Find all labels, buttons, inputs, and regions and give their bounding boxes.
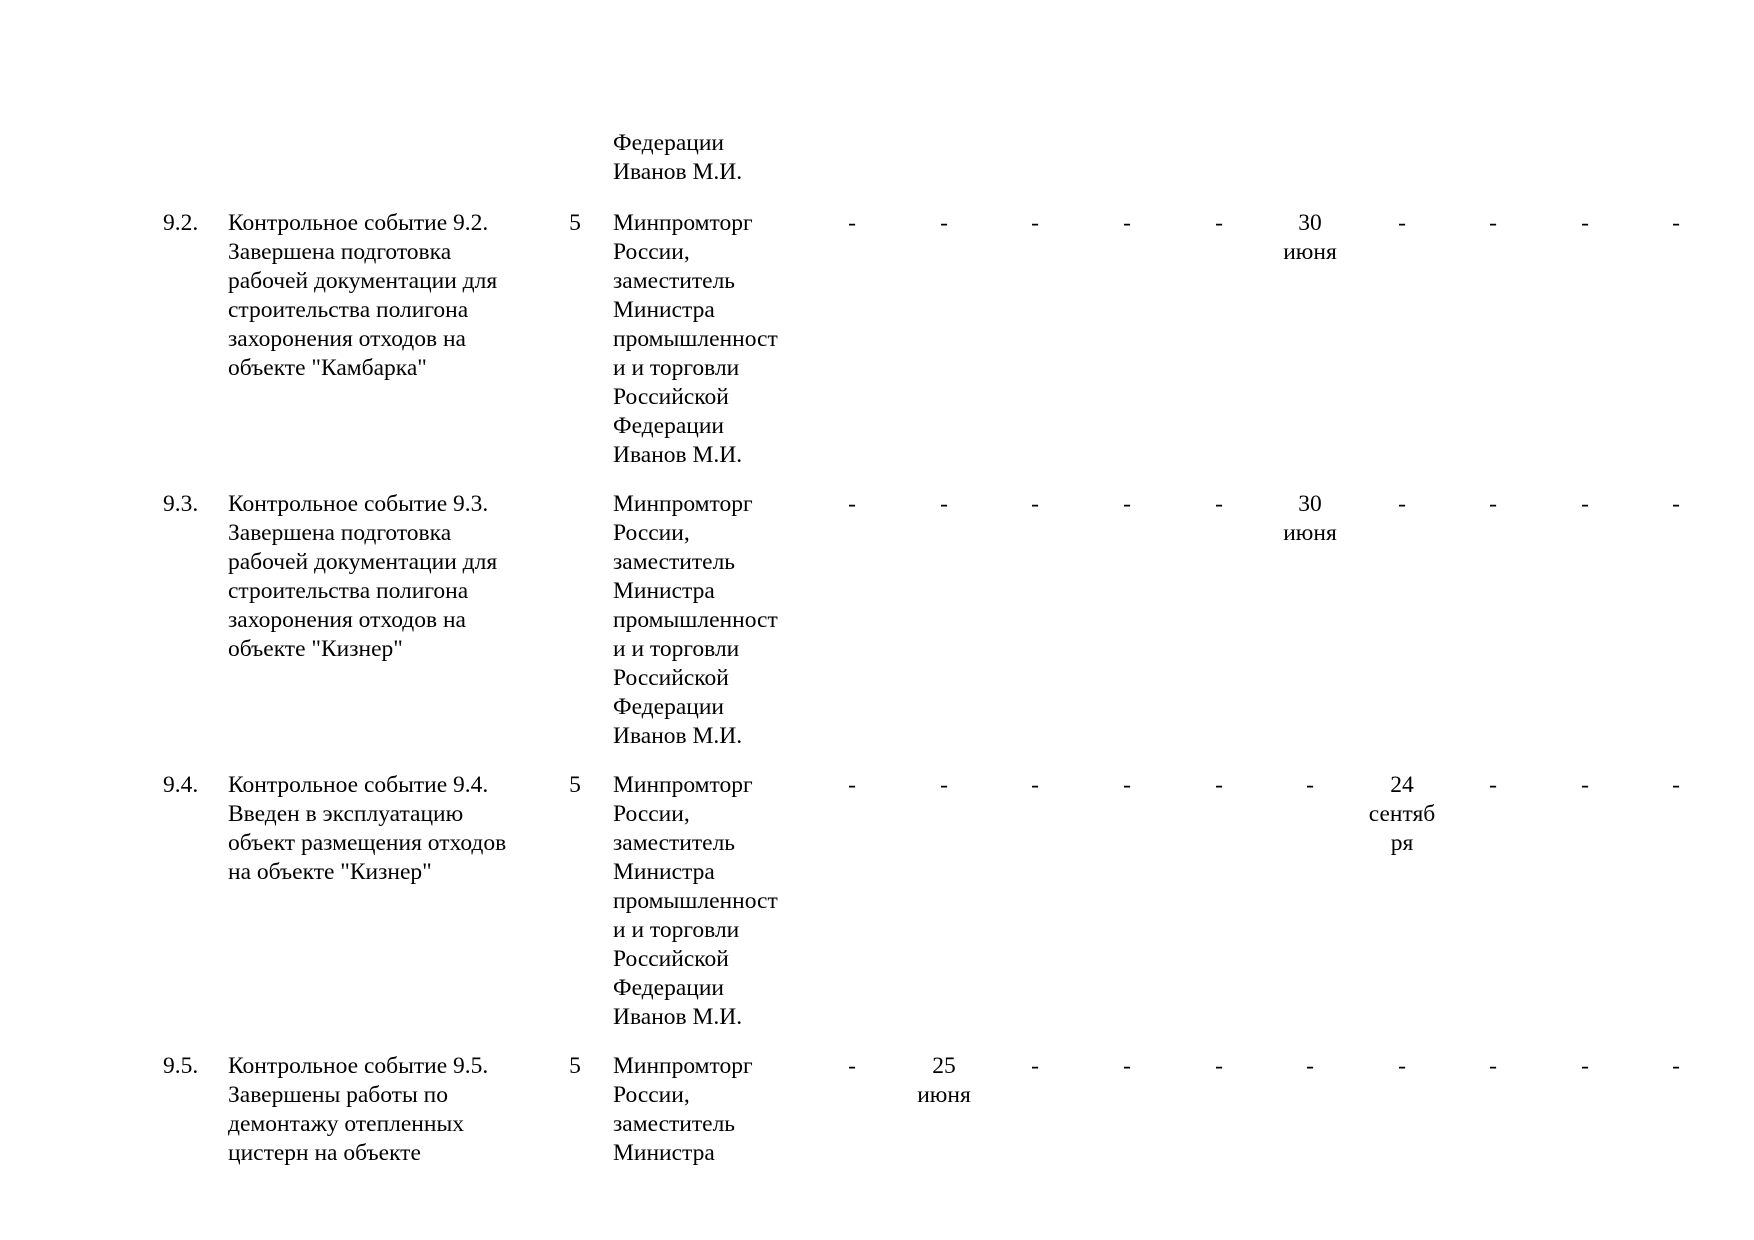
period-cell: - bbox=[1489, 1053, 1497, 1079]
period-cell: - bbox=[848, 210, 856, 236]
period-cell: - bbox=[1215, 1053, 1223, 1079]
period-cell: - bbox=[1306, 772, 1314, 798]
event-description: Контрольное событие 9.3. Завершена подготовка рабочей документации для строительства полигона захоронения отходов на объекте "Кизнер" bbox=[228, 491, 498, 662]
responsible-person: Минпромторг России, заместитель Министра bbox=[613, 1053, 753, 1166]
period-cell: 25 июня bbox=[917, 1053, 971, 1108]
period-cell: - bbox=[1489, 772, 1497, 798]
period-cell: - bbox=[1672, 772, 1680, 798]
period-cell: - bbox=[940, 210, 948, 236]
period-cell: 30 июня bbox=[1283, 491, 1337, 546]
period-cell: - bbox=[1215, 210, 1223, 236]
period-cell: - bbox=[1306, 1053, 1314, 1079]
period-cell: - bbox=[1031, 491, 1039, 517]
period-cell: - bbox=[1581, 772, 1589, 798]
period-cell: - bbox=[848, 772, 856, 798]
event-description: Контрольное событие 9.2. Завершена подготовка рабочей документации для строительства полигона захоронения отходов на объекте "Камбарка" bbox=[228, 210, 498, 381]
period-cell: - bbox=[1215, 491, 1223, 517]
period-cell: - bbox=[1581, 491, 1589, 517]
row-number: 9.5. bbox=[163, 1053, 199, 1079]
row-number: 9.4. bbox=[163, 772, 199, 798]
period-cell: - bbox=[1398, 1053, 1406, 1079]
responsible-person: Минпромторг России, заместитель Министра промышленност и и торговли Российской Федерации Иванов М.И. bbox=[613, 772, 778, 1030]
period-cell: - bbox=[1398, 491, 1406, 517]
event-level: 5 bbox=[569, 772, 581, 798]
period-cell: - bbox=[848, 1053, 856, 1079]
period-cell: - bbox=[1031, 772, 1039, 798]
responsible-person: Минпромторг России, заместитель Министра промышленност и и торговли Российской Федерации Иванов М.И. bbox=[613, 210, 778, 468]
responsible-person: Минпромторг России, заместитель Министра промышленност и и торговли Российской Федерации Иванов М.И. bbox=[613, 491, 778, 749]
event-level: 5 bbox=[569, 1053, 581, 1079]
period-cell: - bbox=[1031, 1053, 1039, 1079]
period-cell: - bbox=[1123, 210, 1131, 236]
period-cell: - bbox=[1123, 772, 1131, 798]
event-level: 5 bbox=[569, 210, 581, 236]
continued-responsible-cell: Федерации Иванов М.И. bbox=[613, 130, 743, 185]
event-description: Контрольное событие 9.4. Введен в эксплуатацию объект размещения отходов на объекте "Кизнер" bbox=[228, 772, 507, 885]
period-cell: - bbox=[1123, 1053, 1131, 1079]
period-cell: - bbox=[940, 491, 948, 517]
period-cell: - bbox=[848, 491, 856, 517]
period-cell: - bbox=[1672, 210, 1680, 236]
period-cell: - bbox=[1489, 210, 1497, 236]
row-number: 9.2. bbox=[163, 210, 199, 236]
row-number: 9.3. bbox=[163, 491, 199, 517]
period-cell: - bbox=[1123, 491, 1131, 517]
period-cell: - bbox=[1672, 491, 1680, 517]
period-cell: 24 сентяб ря bbox=[1368, 772, 1436, 856]
event-description: Контрольное событие 9.5. Завершены работы по демонтажу отепленных цистерн на объекте bbox=[228, 1053, 489, 1166]
period-cell: - bbox=[1489, 491, 1497, 517]
period-cell: - bbox=[1581, 210, 1589, 236]
period-cell: - bbox=[1215, 772, 1223, 798]
period-cell: - bbox=[1672, 1053, 1680, 1079]
period-cell: - bbox=[1031, 210, 1039, 236]
period-cell: 30 июня bbox=[1283, 210, 1337, 265]
period-cell: - bbox=[1581, 1053, 1589, 1079]
period-cell: - bbox=[1398, 210, 1406, 236]
period-cell: - bbox=[940, 772, 948, 798]
